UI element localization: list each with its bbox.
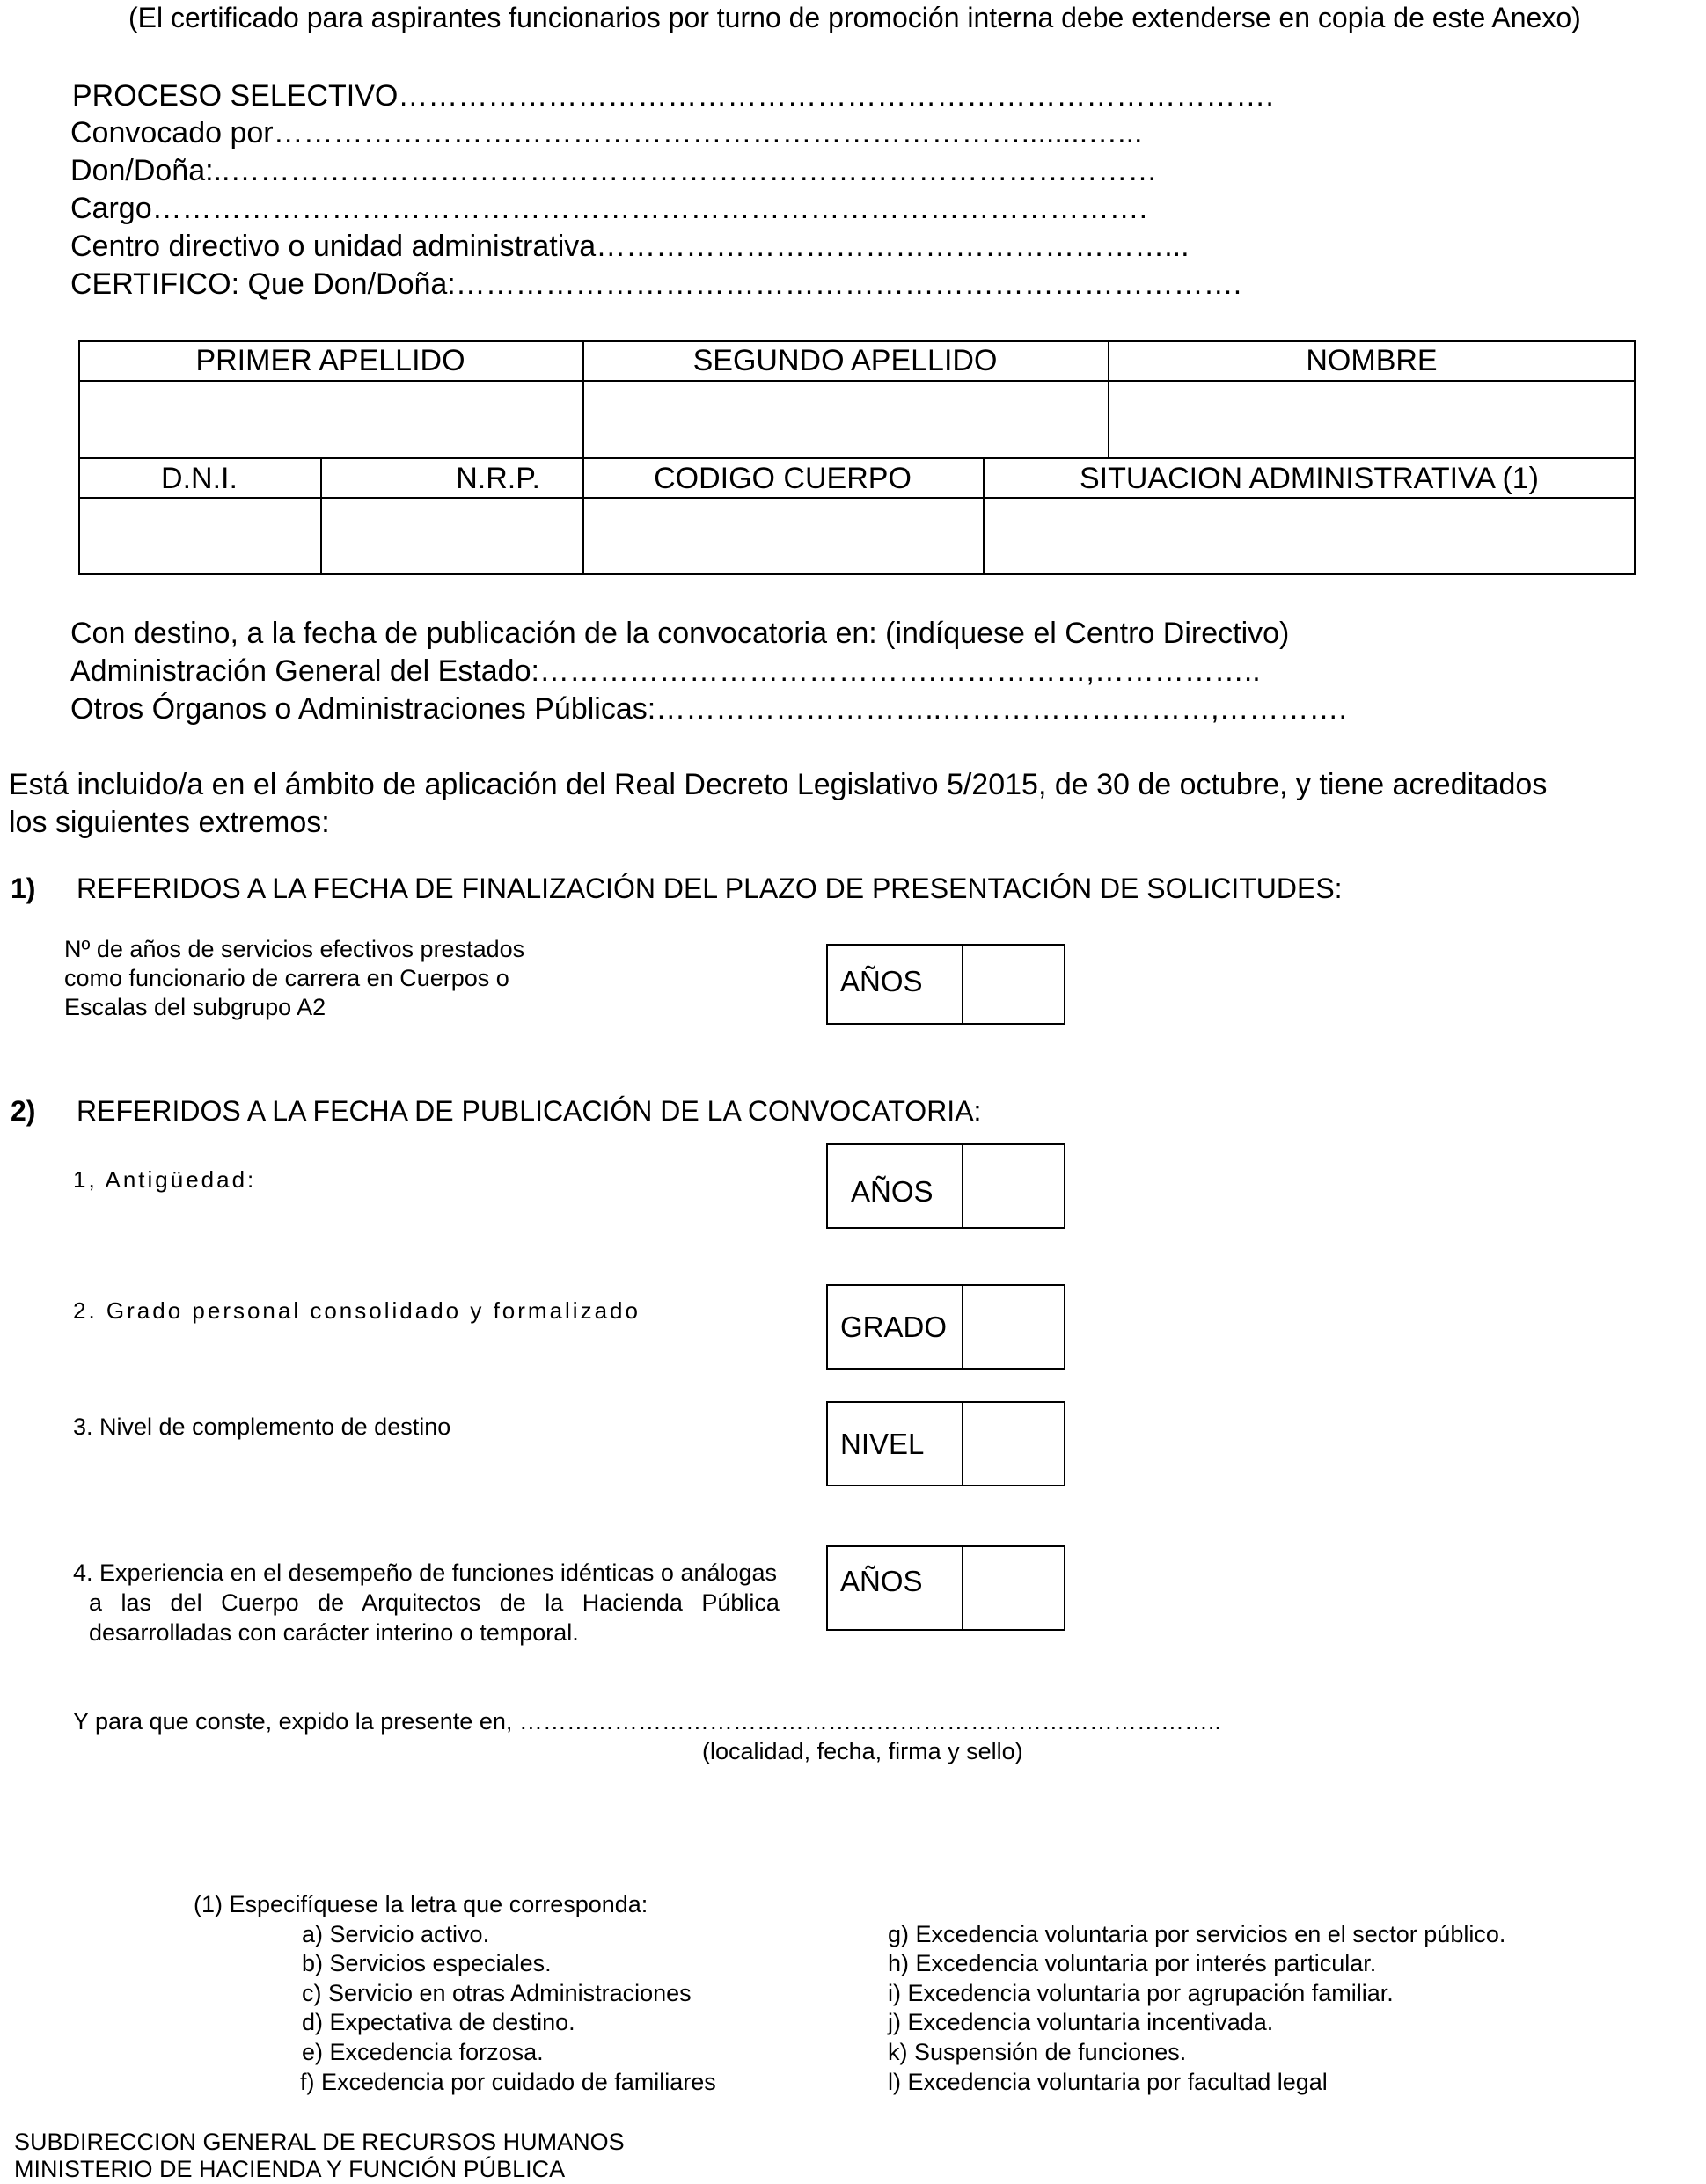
grado-box-label: GRADO xyxy=(840,1311,948,1343)
section-2-title: REFERIDOS A LA FECHA DE PUBLICACIÓN DE LA CONVOCATORIA: xyxy=(77,1095,982,1127)
footnote-item-c: c) Servicio en otras Administraciones xyxy=(302,1980,692,2006)
section-1-title: REFERIDOS A LA FECHA DE FINALIZACIÓN DEL PLAZO DE PRESENTACIÓN DE SOLICITUDES: xyxy=(77,873,1343,904)
cargo-line: Cargo………………………………………………………………………………………. xyxy=(70,192,1148,225)
footnote-item-e: e) Excedencia forzosa. xyxy=(302,2039,544,2065)
section-2-item-4-line-2: a las del Cuerpo de Arquitectos de la Hacienda Pública xyxy=(89,1589,780,1616)
experiencia-box-label: AÑOS xyxy=(840,1565,923,1597)
footnote-item-j: j) Excedencia voluntaria incentivada. xyxy=(888,2009,1274,2035)
section-1-item-line-1: Nº de años de servicios efectivos prestados xyxy=(64,936,525,962)
section-2-number: 2) xyxy=(11,1095,36,1127)
centro-directivo-line: Centro directivo o unidad administrativa…………………………………………………... xyxy=(70,230,1190,263)
footnote-item-h: h) Excedencia voluntaria por interés particular. xyxy=(888,1950,1377,1976)
antiguedad-box-label: AÑOS xyxy=(851,1175,934,1208)
header-nombre: NOMBRE xyxy=(1306,344,1438,377)
footnote-item-l: l) Excedencia voluntaria por facultad legal xyxy=(888,2069,1328,2095)
section-1-item-line-2: como funcionario de carrera en Cuerpos o xyxy=(64,965,509,991)
section-1-number: 1) xyxy=(11,873,36,904)
destino-line-1: Con destino, a la fecha de publicación de la convocatoria en: (indíquese el Centro Directivo) xyxy=(70,617,1290,650)
section-1-item-line-3: Escalas del subgrupo A2 xyxy=(64,994,326,1020)
incluido-line-2: los siguientes extremos: xyxy=(9,806,330,839)
section-2-item-4-line-1: 4. Experiencia en el desempeño de funciones idénticas o análogas xyxy=(73,1559,778,1586)
destino-line-2: Administración General del Estado:………………………………….……………,…………….. xyxy=(70,654,1261,688)
antiguedad-box xyxy=(826,1143,1065,1229)
experiencia-box xyxy=(826,1545,1065,1631)
header-nrp: N.R.P. xyxy=(456,462,540,495)
destino-line-3: Otros Órganos o Administraciones Públicas:………………………..………………………,…………. xyxy=(70,692,1347,726)
nivel-box xyxy=(826,1401,1065,1486)
footnote-item-d: d) Expectativa de destino. xyxy=(302,2009,575,2035)
footnote-item-g: g) Excedencia voluntaria por servicios en el sector público. xyxy=(888,1921,1506,1947)
section-2-item-3: 3. Nivel de complemento de destino xyxy=(73,1413,451,1440)
section-1-years-label: AÑOS xyxy=(840,965,923,997)
nivel-box-label: NIVEL xyxy=(840,1428,925,1460)
incluido-line-1: Está incluido/a en el ámbito de aplicación del Real Decreto Legislativo 5/2015, de 30 de octubre, y tiene acreditados xyxy=(9,768,1548,801)
header-situacion-administrativa: SITUACION ADMINISTRATIVA (1) xyxy=(1079,462,1540,495)
convocado-por-line: Convocado por…………………………………………………………………........…... xyxy=(70,116,1143,150)
certifico-line: CERTIFICO: Que Don/Doña:……………………………………………………………………. xyxy=(70,267,1242,301)
footer-ministerio: MINISTERIO DE HACIENDA Y FUNCIÓN PÚBLICA xyxy=(14,2156,566,2182)
closing-subtitle: (localidad, fecha, firma y sello) xyxy=(702,1738,1023,1764)
footer-subdireccion: SUBDIRECCION GENERAL DE RECURSOS HUMANOS xyxy=(14,2129,625,2155)
proceso-selectivo-line: PROCESO SELECTIVO……………………………………………………………………………. xyxy=(72,79,1274,113)
footnote-item-a: a) Servicio activo. xyxy=(302,1921,490,1947)
footnote-item-b: b) Servicios especiales. xyxy=(302,1950,552,1976)
section-2-item-4-line-3: desarrolladas con carácter interino o temporal. xyxy=(89,1619,579,1646)
header-segundo-apellido: SEGUNDO APELLIDO xyxy=(692,344,998,377)
footnote-intro: (1) Especifíquese la letra que corresponda: xyxy=(194,1891,648,1917)
don-dona-line: Don/Doña:..………………………………………………………………………………… xyxy=(70,154,1158,187)
header-primer-apellido: PRIMER APELLIDO xyxy=(195,344,465,377)
header-note: (El certificado para aspirantes funcionarios por turno de promoción interna debe extenderse en copia de este Anexo) xyxy=(128,2,1581,33)
grado-box xyxy=(826,1284,1065,1370)
header-dni: D.N.I. xyxy=(161,462,238,495)
section-2-item-2: 2. Grado personal consolidado y formalizado xyxy=(73,1297,641,1324)
closing-line: Y para que conste, expido la presente en, …………………………………………………………………………….. xyxy=(73,1708,1221,1735)
section-1-years-box xyxy=(826,944,1065,1025)
footnote-item-f: f) Excedencia por cuidado de familiares xyxy=(300,2069,716,2095)
section-2-item-1: 1, Antigüedad: xyxy=(73,1166,257,1193)
header-codigo-cuerpo: CODIGO CUERPO xyxy=(654,462,912,495)
footnote-item-i: i) Excedencia voluntaria por agrupación familiar. xyxy=(888,1980,1394,2006)
footnote-item-k: k) Suspensión de funciones. xyxy=(888,2039,1187,2065)
